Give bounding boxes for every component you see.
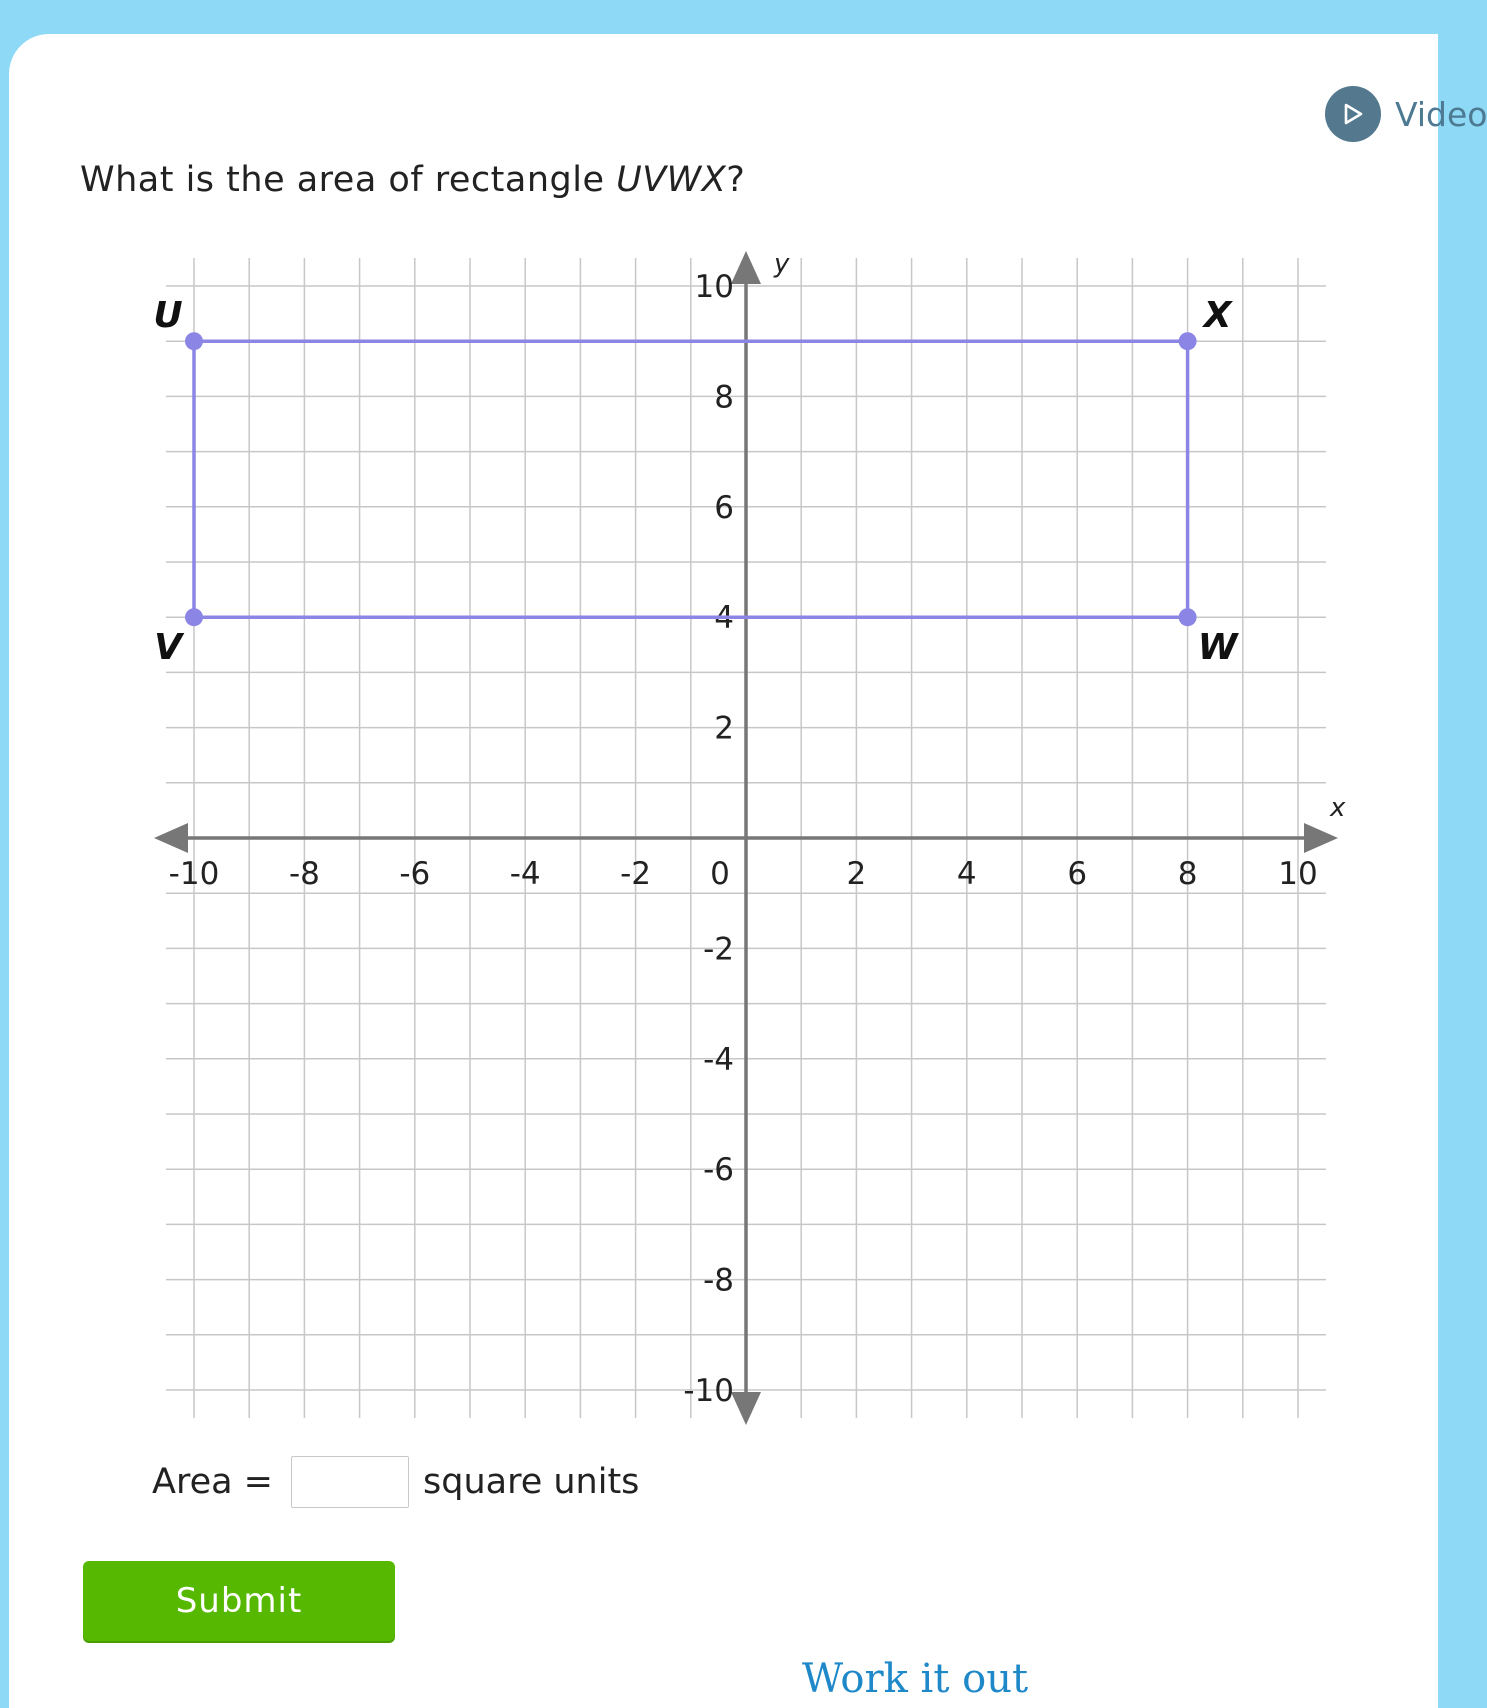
y-tick-label: 6 [714,489,734,526]
x-tick-label: 10 [1278,856,1318,892]
y-tick-label: -6 [703,1152,734,1189]
x-axis-arrow-left [154,823,188,853]
vertex-label-u: U [153,295,183,337]
unit-label: square units [423,1462,640,1502]
question-suffix: ? [726,160,746,200]
x-tick-label: -2 [620,856,652,892]
submit-button[interactable]: Submit [83,1561,395,1641]
vertex-point-x [1179,332,1197,350]
x-tick-label: 4 [956,856,977,892]
vertex-point-v [185,608,203,626]
y-tick-label: 10 [694,269,734,305]
x-tick-label: 0 [710,856,730,892]
x-axis-label: x [1330,793,1346,823]
video-label: Video [1395,94,1487,134]
x-tick-label: -4 [509,856,541,892]
y-tick-label: 8 [714,379,734,416]
y-axis-label: y [774,249,790,279]
y-tick-label: -8 [703,1262,734,1299]
y-tick-label: 2 [714,710,734,747]
x-tick-label: -6 [399,856,431,892]
y-tick-label: -10 [683,1373,734,1409]
x-tick-label: -8 [288,856,320,892]
vertex-point-w [1179,608,1197,626]
x-axis-arrow-right [1304,823,1338,853]
area-input[interactable] [291,1456,409,1508]
question-shape-name: UVWX [616,160,727,200]
x-tick-label: -10 [168,856,220,892]
x-tick-label: 6 [1067,856,1088,892]
x-tick-label: 2 [846,856,867,892]
y-axis-arrow-down [731,1392,761,1425]
work-it-out-link[interactable]: Work it out [802,1656,1029,1702]
answer-row [152,1456,639,1508]
y-tick-label: -2 [703,931,734,968]
question-prefix: What is the area of rectangle [80,160,617,200]
vertex-label-w: W [1197,627,1238,669]
vertex-label-v: V [154,627,182,669]
area-label: Area = [152,1462,273,1502]
y-tick-label: -4 [703,1041,734,1078]
y-axis-arrow-up [731,251,761,284]
y-tick-label: 4 [714,600,734,637]
x-tick-label: 8 [1177,856,1198,892]
vertex-point-u [185,332,203,350]
vertex-label-x: X [1203,295,1232,337]
